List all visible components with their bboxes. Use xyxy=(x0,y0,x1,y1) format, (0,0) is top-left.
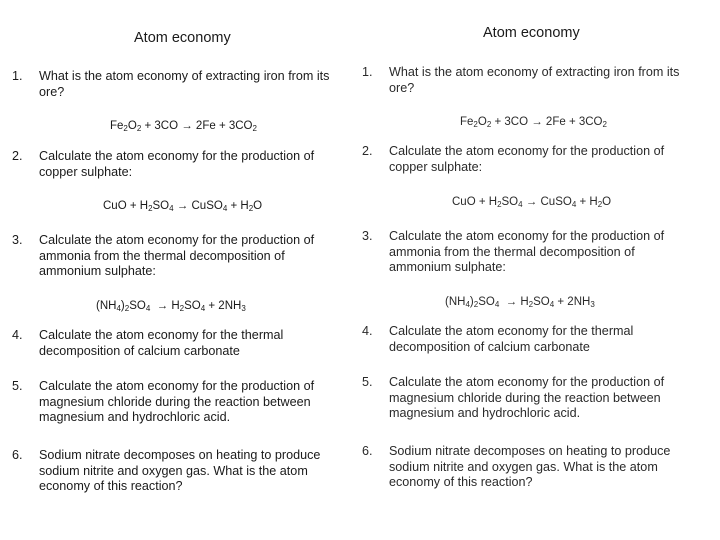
question-number: 4. xyxy=(12,328,23,342)
reaction-arrow-icon: → xyxy=(505,296,518,308)
question-number: 1. xyxy=(12,69,23,83)
question-number: 5. xyxy=(12,379,23,393)
worksheet-title: Atom economy xyxy=(483,25,580,41)
question-number: 4. xyxy=(362,324,373,338)
question-number: 2. xyxy=(362,144,373,158)
question-text: Calculate the atom economy for the production of copper sulphate: xyxy=(39,149,315,179)
question-number: 1. xyxy=(362,65,373,79)
reaction-arrow-icon: → xyxy=(181,120,193,132)
equation-iron: $Fe_2O_2 + 3CO \to 2Fe + 3CO_2$ xyxy=(110,120,257,133)
reaction-arrow-icon: → xyxy=(176,200,189,212)
question-number: 3. xyxy=(362,229,373,243)
question-number: 2. xyxy=(12,149,23,163)
equation-ammonia: $(NH_4)_2SO_4 \to H_2SO_4 + 2NH_3$ xyxy=(445,296,595,309)
question-number: 6. xyxy=(362,444,373,458)
question-text: Calculate the atom economy for the production of ammonia from the thermal decomposition of ammonium sulphate: xyxy=(389,229,665,275)
question-text: What is the atom economy of extracting iron from its ore? xyxy=(389,65,680,95)
question-text: Calculate the atom economy for the production of copper sulphate: xyxy=(389,144,665,174)
question-text: What is the atom economy of extracting iron from its ore? xyxy=(39,69,330,99)
question-text: Calculate the atom economy for the production of magnesium chloride during the reaction between magnesium and hydrochloric acid. xyxy=(39,379,315,425)
equation-ammonia: $(NH_4)_2SO_4 \to H_2SO_4 + 2NH_3$ xyxy=(96,300,246,313)
question-number: 6. xyxy=(12,448,23,462)
question-text: Sodium nitrate decomposes on heating to produce sodium nitrite and oxygen gas. What is the atom economy of this reaction? xyxy=(39,448,321,494)
question-number: 3. xyxy=(12,233,23,247)
equation-copper: CuO + $H_2SO_4$ → CuSO$_4$ + $H_2O$ xyxy=(103,200,263,213)
question-text: Sodium nitrate decomposes on heating to produce sodium nitrite and oxygen gas. What is the atom economy of this reaction? xyxy=(389,444,671,490)
equation-iron: $Fe_2O_2 + 3CO \to 2Fe + 3CO_2$ xyxy=(460,116,607,129)
reaction-arrow-icon: → xyxy=(156,300,169,312)
question-text: Calculate the atom economy for the thermal decomposition of calcium carbonate xyxy=(39,328,284,358)
reaction-arrow-icon: → xyxy=(525,196,538,208)
question-number: 5. xyxy=(362,375,373,389)
question-text: Calculate the atom economy for the production of magnesium chloride during the reaction between magnesium and hydrochloric acid. xyxy=(389,375,665,421)
question-text: Calculate the atom economy for the production of ammonia from the thermal decomposition of ammonium sulphate: xyxy=(39,233,315,279)
worksheet-title: Atom economy xyxy=(134,30,231,46)
reaction-arrow-icon: → xyxy=(531,116,543,128)
question-text: Calculate the atom economy for the thermal decomposition of calcium carbonate xyxy=(389,324,634,354)
equation-copper: CuO + $H_2SO_4$ → CuSO$_4$ + $H_2O$ xyxy=(452,196,612,209)
